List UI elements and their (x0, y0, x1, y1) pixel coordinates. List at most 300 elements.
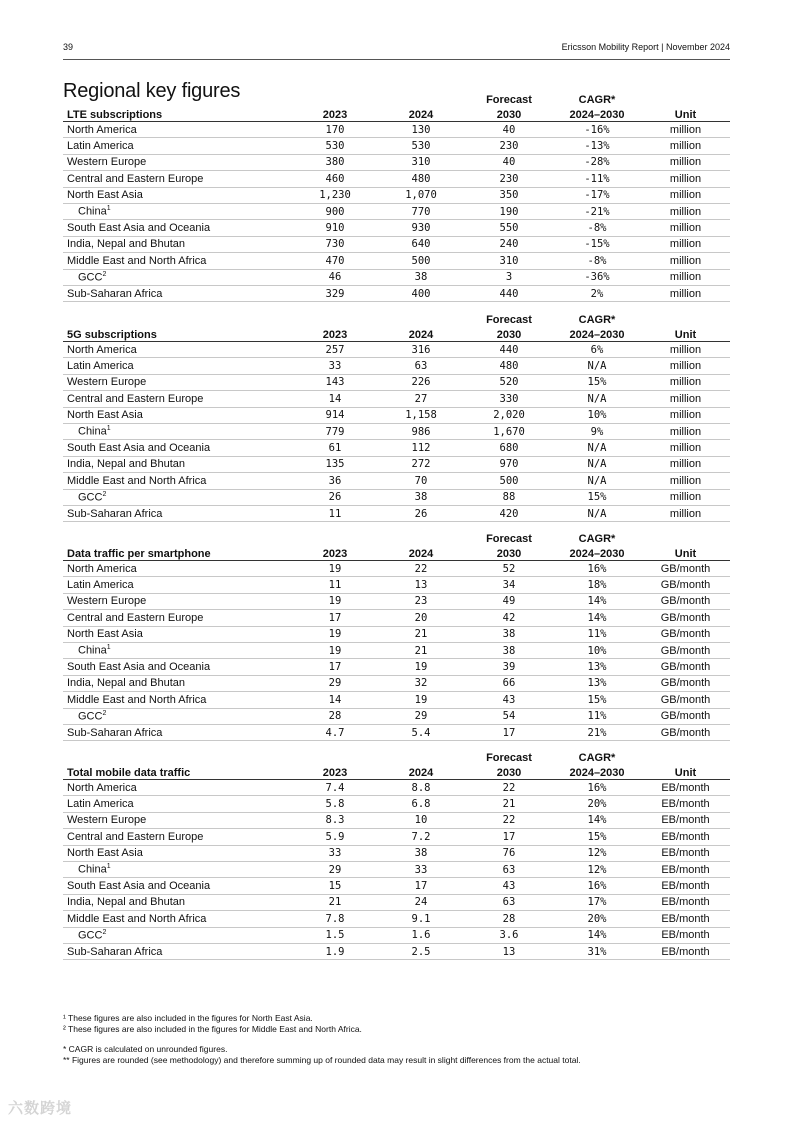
region-name: Central and Eastern Europe (63, 171, 293, 187)
cagr-value: 21% (553, 724, 641, 740)
table-row (63, 675, 730, 691)
value-2023: 5.9 (293, 829, 377, 845)
value-2030: 21 (465, 796, 553, 812)
value-2030: 66 (465, 675, 553, 691)
value-2023: 19 (293, 626, 377, 642)
unit-value: million (641, 269, 730, 285)
region-name: Middle East and North Africa (63, 253, 293, 269)
region-name: South East Asia and Oceania (63, 659, 293, 675)
cagr-value: N/A (553, 391, 641, 407)
value-2024: 1.6 (377, 927, 465, 943)
table-row (63, 861, 730, 877)
value-2024: 480 (377, 171, 465, 187)
cagr-period-header: 2024–2030 (553, 106, 641, 122)
year-2023-header: 2023 (293, 326, 377, 342)
value-2024: 38 (377, 269, 465, 285)
value-2030: 13 (465, 943, 553, 959)
year-2023-header: 2023 (293, 764, 377, 780)
value-2023: 1,230 (293, 187, 377, 203)
cagr-header: CAGR* (578, 533, 616, 545)
value-2024: 400 (377, 285, 465, 301)
value-2030: 54 (465, 708, 553, 724)
cagr-value: 18% (553, 577, 641, 593)
value-2030: 440 (465, 285, 553, 301)
value-2030: 310 (465, 253, 553, 269)
table-row (63, 724, 730, 740)
value-2030: 63 (465, 894, 553, 910)
cagr-value: 12% (553, 845, 641, 861)
value-2030: 550 (465, 220, 553, 236)
value-2024: 1,070 (377, 187, 465, 203)
value-2024: 24 (377, 894, 465, 910)
value-2024: 986 (377, 423, 465, 439)
cagr-value: 14% (553, 610, 641, 626)
value-2030: 500 (465, 473, 553, 489)
unit-value: GB/month (641, 708, 730, 724)
value-2030: 190 (465, 203, 553, 219)
value-2024: 26 (377, 505, 465, 521)
unit-value: EB/month (641, 911, 730, 927)
year-2023-header: 2023 (293, 106, 377, 122)
unit-value: million (641, 423, 730, 439)
footnote-marker: 2 (102, 490, 107, 498)
cagr-period-header: 2024–2030 (553, 326, 641, 342)
unit-header: Unit (641, 764, 730, 780)
value-2030: 480 (465, 358, 553, 374)
value-2030: 38 (465, 626, 553, 642)
value-2023: 21 (293, 894, 377, 910)
table-heading: LTE subscriptions (63, 106, 293, 122)
blank-header-cell (377, 750, 465, 764)
value-2024: 6.8 (377, 796, 465, 812)
table-row (63, 708, 730, 724)
region-name: North East Asia (63, 845, 293, 861)
watermark-logo (8, 1097, 72, 1118)
table-row (63, 456, 730, 472)
value-2024: 112 (377, 440, 465, 456)
table-row (63, 845, 730, 861)
value-2030: 3 (465, 269, 553, 285)
value-2023: 1.5 (293, 927, 377, 943)
value-2024: 29 (377, 708, 465, 724)
blank-header-cell (641, 92, 730, 106)
value-2030: 49 (465, 593, 553, 609)
value-2024: 272 (377, 456, 465, 472)
region-name: India, Nepal and Bhutan (63, 456, 293, 472)
value-2030: 680 (465, 440, 553, 456)
blank-header-cell (377, 92, 465, 106)
year-2024-header: 2024 (377, 326, 465, 342)
table-row (63, 943, 730, 959)
table-row (63, 780, 730, 796)
region-name: North America (63, 780, 293, 796)
value-2023: 26 (293, 489, 377, 505)
value-2024: 310 (377, 154, 465, 170)
cagr-value: -21% (553, 203, 641, 219)
value-2023: 4.7 (293, 724, 377, 740)
cagr-value: N/A (553, 473, 641, 489)
value-2023: 14 (293, 391, 377, 407)
table-row (63, 220, 730, 236)
value-2024: 10 (377, 812, 465, 828)
blank-header-cell (63, 312, 293, 326)
value-2023: 5.8 (293, 796, 377, 812)
cagr-header: CAGR* (578, 94, 616, 106)
table-heading: Data traffic per smartphone (63, 545, 293, 561)
year-2024-header: 2024 (377, 106, 465, 122)
value-2024: 19 (377, 692, 465, 708)
value-2030: 76 (465, 845, 553, 861)
footnote-2: ² These figures are also included in the figures for Middle East and North Africa. (63, 1024, 362, 1034)
table-row (63, 122, 730, 138)
region-name: Latin America (63, 358, 293, 374)
unit-value: million (641, 342, 730, 358)
region-name: China$^1$ (63, 203, 293, 219)
value-2023: 910 (293, 220, 377, 236)
region-name: North America (63, 122, 293, 138)
value-2030: 52 (465, 561, 553, 577)
table-row (63, 829, 730, 845)
table-row (63, 138, 730, 154)
unit-value: EB/month (641, 780, 730, 796)
region-name: GCC$^2$ (63, 927, 293, 943)
unit-value: million (641, 505, 730, 521)
cagr-header: CAGR* (578, 752, 616, 764)
year-2030-header: 2030 (465, 326, 553, 342)
cagr-value: 15% (553, 374, 641, 390)
value-2024: 23 (377, 593, 465, 609)
value-2030: 28 (465, 911, 553, 927)
value-2024: 5.4 (377, 724, 465, 740)
region-name: Sub-Saharan Africa (63, 943, 293, 959)
cagr-value: 11% (553, 626, 641, 642)
value-2024: 640 (377, 236, 465, 252)
region-name: South East Asia and Oceania (63, 220, 293, 236)
cagr-header: CAGR* (578, 314, 616, 326)
footnote-marker: 1 (106, 425, 111, 433)
region-name: North East Asia (63, 407, 293, 423)
unit-value: million (641, 473, 730, 489)
footnote-cagr: * CAGR is calculated on unrounded figures. (63, 1044, 228, 1054)
value-2024: 770 (377, 203, 465, 219)
running-title: Ericsson Mobility Report | November 2024 (561, 42, 730, 52)
year-2023-header: 2023 (293, 545, 377, 561)
value-2023: 17 (293, 659, 377, 675)
cagr-value: -8% (553, 220, 641, 236)
value-2030: 230 (465, 171, 553, 187)
region-name: China$^1$ (63, 642, 293, 658)
region-name: GCC$^2$ (63, 708, 293, 724)
region-name: South East Asia and Oceania (63, 440, 293, 456)
unit-value: million (641, 154, 730, 170)
table-row (63, 253, 730, 269)
table-row (63, 407, 730, 423)
value-2024: 63 (377, 358, 465, 374)
value-2024: 27 (377, 391, 465, 407)
watermark-text: 六数跨境 (8, 1100, 73, 1117)
value-2030: 330 (465, 391, 553, 407)
value-2024: 530 (377, 138, 465, 154)
cagr-value: -28% (553, 154, 641, 170)
unit-value: EB/month (641, 829, 730, 845)
value-2030: 43 (465, 692, 553, 708)
value-2030: 230 (465, 138, 553, 154)
value-2030: 40 (465, 154, 553, 170)
value-2030: 970 (465, 456, 553, 472)
table-row (63, 423, 730, 439)
blank-header-cell (641, 312, 730, 326)
cagr-value: -17% (553, 187, 641, 203)
value-2023: 29 (293, 675, 377, 691)
year-2030-header: 2030 (465, 764, 553, 780)
forecast-header: Forecast (486, 314, 532, 326)
value-2030: 42 (465, 610, 553, 626)
forecast-header: Forecast (486, 752, 532, 764)
unit-value: EB/month (641, 927, 730, 943)
table-row (63, 489, 730, 505)
region-name: GCC$^2$ (63, 269, 293, 285)
value-2030: 17 (465, 829, 553, 845)
value-2024: 130 (377, 122, 465, 138)
value-2023: 730 (293, 236, 377, 252)
cagr-value: N/A (553, 440, 641, 456)
unit-value: EB/month (641, 845, 730, 861)
value-2023: 36 (293, 473, 377, 489)
unit-value: million (641, 358, 730, 374)
table-row (63, 610, 730, 626)
unit-value: million (641, 236, 730, 252)
region-name: Central and Eastern Europe (63, 610, 293, 626)
blank-header-cell (63, 531, 293, 545)
value-2023: 11 (293, 505, 377, 521)
value-2030: 2,020 (465, 407, 553, 423)
region-name: Latin America (63, 138, 293, 154)
footnote-marker: 2 (102, 709, 107, 717)
blank-header-cell (377, 531, 465, 545)
value-2023: 8.3 (293, 812, 377, 828)
unit-value: million (641, 138, 730, 154)
cagr-period-header: 2024–2030 (553, 764, 641, 780)
value-2024: 17 (377, 878, 465, 894)
table-row (63, 593, 730, 609)
region-name: Western Europe (63, 154, 293, 170)
value-2030: 38 (465, 642, 553, 658)
unit-header: Unit (641, 326, 730, 342)
value-2030: 420 (465, 505, 553, 521)
value-2023: 17 (293, 610, 377, 626)
cagr-value: 14% (553, 593, 641, 609)
blank-header-cell (63, 92, 293, 106)
value-2024: 33 (377, 861, 465, 877)
region-name: Western Europe (63, 812, 293, 828)
cagr-value: 15% (553, 692, 641, 708)
value-2024: 21 (377, 626, 465, 642)
region-name: Sub-Saharan Africa (63, 285, 293, 301)
blank-header-cell (293, 312, 377, 326)
value-2024: 226 (377, 374, 465, 390)
value-2024: 21 (377, 642, 465, 658)
footnote-marker: 2 (102, 270, 107, 278)
value-2024: 70 (377, 473, 465, 489)
blank-header-cell (63, 750, 293, 764)
value-2024: 316 (377, 342, 465, 358)
unit-value: EB/month (641, 796, 730, 812)
region-name: North America (63, 342, 293, 358)
unit-value: million (641, 456, 730, 472)
blank-header-cell (293, 750, 377, 764)
unit-value: million (641, 285, 730, 301)
value-2030: 1,670 (465, 423, 553, 439)
value-2030: 520 (465, 374, 553, 390)
value-2024: 38 (377, 489, 465, 505)
year-2030-header: 2030 (465, 545, 553, 561)
value-2023: 28 (293, 708, 377, 724)
region-name: North East Asia (63, 626, 293, 642)
forecast-header: Forecast (486, 94, 532, 106)
cagr-value: 15% (553, 829, 641, 845)
unit-value: EB/month (641, 812, 730, 828)
unit-value: EB/month (641, 861, 730, 877)
footnote-marker: 1 (106, 205, 111, 213)
value-2024: 8.8 (377, 780, 465, 796)
unit-value: GB/month (641, 642, 730, 658)
table-row (63, 342, 730, 358)
table-row (63, 812, 730, 828)
cagr-value: 13% (553, 675, 641, 691)
cagr-value: -36% (553, 269, 641, 285)
value-2024: 2.5 (377, 943, 465, 959)
region-name: China$^1$ (63, 861, 293, 877)
value-2023: 19 (293, 561, 377, 577)
value-2023: 15 (293, 878, 377, 894)
key-figures-table (63, 531, 730, 741)
value-2030: 34 (465, 577, 553, 593)
value-2023: 914 (293, 407, 377, 423)
table-heading: Total mobile data traffic (63, 764, 293, 780)
forecast-header: Forecast (486, 533, 532, 545)
cagr-period-header: 2024–2030 (553, 545, 641, 561)
cagr-value: 6% (553, 342, 641, 358)
year-2024-header: 2024 (377, 545, 465, 561)
table-row (63, 878, 730, 894)
value-2030: 17 (465, 724, 553, 740)
value-2024: 38 (377, 845, 465, 861)
value-2023: 11 (293, 577, 377, 593)
unit-value: EB/month (641, 943, 730, 959)
table-row (63, 642, 730, 658)
value-2024: 930 (377, 220, 465, 236)
cagr-value: -13% (553, 138, 641, 154)
unit-value: GB/month (641, 561, 730, 577)
table-row (63, 561, 730, 577)
unit-value: million (641, 489, 730, 505)
unit-value: GB/month (641, 626, 730, 642)
value-2023: 14 (293, 692, 377, 708)
footnote-marker: 1 (106, 863, 111, 871)
cagr-value: 31% (553, 943, 641, 959)
region-name: North East Asia (63, 187, 293, 203)
cagr-value: 11% (553, 708, 641, 724)
unit-value: million (641, 374, 730, 390)
region-name: Latin America (63, 577, 293, 593)
value-2024: 20 (377, 610, 465, 626)
cagr-value: -11% (553, 171, 641, 187)
value-2023: 135 (293, 456, 377, 472)
cagr-value: N/A (553, 505, 641, 521)
value-2030: 39 (465, 659, 553, 675)
value-2030: 440 (465, 342, 553, 358)
unit-value: million (641, 440, 730, 456)
unit-value: million (641, 122, 730, 138)
key-figures-table (63, 92, 730, 302)
unit-value: GB/month (641, 610, 730, 626)
key-figures-table (63, 750, 730, 960)
value-2030: 22 (465, 780, 553, 796)
table-row (63, 203, 730, 219)
value-2024: 13 (377, 577, 465, 593)
blank-header-cell (293, 92, 377, 106)
unit-header: Unit (641, 545, 730, 561)
footnote-marker: 1 (106, 644, 111, 652)
region-name: North America (63, 561, 293, 577)
unit-value: million (641, 187, 730, 203)
value-2030: 40 (465, 122, 553, 138)
table-row (63, 473, 730, 489)
cagr-value: -16% (553, 122, 641, 138)
region-name: China$^1$ (63, 423, 293, 439)
cagr-value: 2% (553, 285, 641, 301)
value-2023: 380 (293, 154, 377, 170)
value-2023: 1.9 (293, 943, 377, 959)
value-2023: 19 (293, 593, 377, 609)
region-name: Sub-Saharan Africa (63, 724, 293, 740)
region-name: Central and Eastern Europe (63, 391, 293, 407)
unit-value: million (641, 203, 730, 219)
blank-header-cell (641, 531, 730, 545)
value-2030: 350 (465, 187, 553, 203)
table-row (63, 358, 730, 374)
cagr-value: N/A (553, 358, 641, 374)
value-2023: 33 (293, 358, 377, 374)
cagr-value: 16% (553, 561, 641, 577)
value-2024: 500 (377, 253, 465, 269)
table-row (63, 391, 730, 407)
cagr-value: 16% (553, 780, 641, 796)
value-2030: 43 (465, 878, 553, 894)
cagr-value: -8% (553, 253, 641, 269)
value-2023: 61 (293, 440, 377, 456)
footnotes (63, 1013, 581, 1066)
value-2023: 143 (293, 374, 377, 390)
value-2030: 240 (465, 236, 553, 252)
region-name: Central and Eastern Europe (63, 829, 293, 845)
table-row (63, 374, 730, 390)
table-heading: 5G subscriptions (63, 326, 293, 342)
unit-value: EB/month (641, 878, 730, 894)
region-name: Middle East and North Africa (63, 473, 293, 489)
unit-value: GB/month (641, 692, 730, 708)
cagr-value: 14% (553, 927, 641, 943)
cagr-value: 10% (553, 642, 641, 658)
value-2023: 33 (293, 845, 377, 861)
cagr-value: 10% (553, 407, 641, 423)
cagr-value: 17% (553, 894, 641, 910)
table-row (63, 626, 730, 642)
table-row (63, 577, 730, 593)
value-2023: 460 (293, 171, 377, 187)
value-2023: 29 (293, 861, 377, 877)
value-2023: 329 (293, 285, 377, 301)
